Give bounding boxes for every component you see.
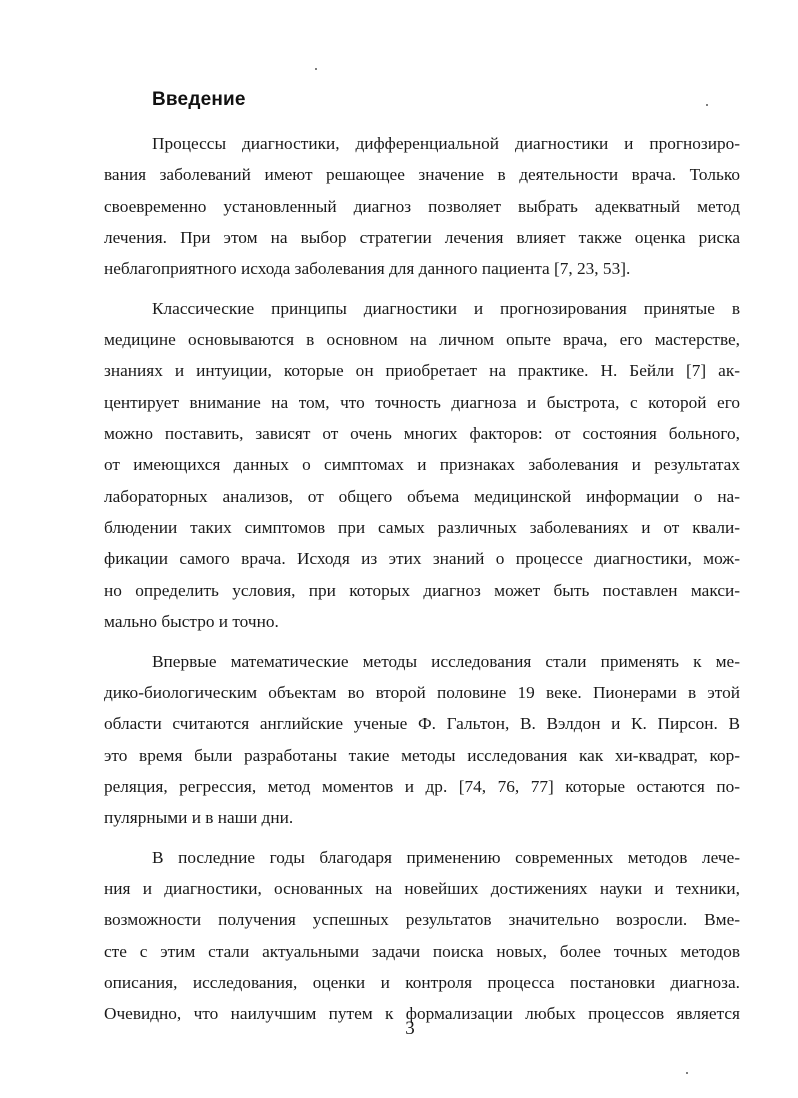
text-line: Очевидно, что наилучшим путем к формализации любых процессов является [104,1004,740,1024]
paragraph-4 [104,842,740,1030]
text-line: возможности получения успешных результатов значительно возросли. Вме- [104,910,740,930]
paragraph-1 [104,128,740,285]
text-line: своевременно установленный диагноз позволяет выбрать адекватный метод [104,196,740,216]
text-line: мально быстро и точно. [104,612,279,632]
scan-speck [706,104,708,106]
text-line: В последние годы благодаря применению современных методов лече- [152,847,740,867]
text-line: блюдении таких симптомов при самых различных заболеваниях и от квали- [104,518,740,538]
text-line: сте с этим стали актуальными задачи поиска новых, более точных методов [104,941,740,961]
text-line: от имеющихся данных о симптомах и признаках заболевания и результатах [104,455,740,475]
body-text [104,128,740,1038]
text-line: знаниях и интуиции, которые он приобретает на практике. Н. Бейли [7] ак- [104,361,740,381]
text-line: пулярными и в наши дни. [104,808,294,828]
text-line: фикации самого врача. Исходя из этих знаний о процессе диагностики, мож- [104,549,740,569]
text-line: Классические принципы диагностики и прогнозирования принятые в [152,298,740,318]
paragraph-3 [104,646,740,834]
scan-speck [315,68,317,70]
text-line: вания заболеваний имеют решающее значение в деятельности врача. Только [104,165,740,185]
text-line: Впервые математические методы исследования стали применять к ме- [152,651,740,671]
text-line: центирует внимание на том, что точность диагноза и быстрота, с которой его [104,392,740,412]
text-line: это время были разработаны такие методы исследования как хи-квадрат, кор- [104,745,740,765]
text-line: можно поставить, зависят от очень многих факторов: от состояния больного, [104,424,740,444]
section-heading: Введение [152,89,246,110]
text-line: Процессы диагностики, дифференциальной диагностики и прогнозиро- [152,134,740,153]
text-line: дико-биологическим объектам во второй половине 19 веке. Пионерами в этой [104,682,740,702]
text-line: медицине основываются в основном на личном опыте врача, его мастерстве, [104,330,740,350]
text-line: описания, исследования, оценки и контроля процесса постановки диагноза. [104,972,740,992]
text-line: ния и диагностики, основанных на новейших достижениях науки и техники, [104,878,740,898]
text-line: области считаются английские ученые Ф. Гальтон, В. Вэлдон и К. Пирсон. В [104,714,740,734]
scan-speck [686,1072,688,1074]
paragraph-2 [104,293,740,638]
text-line: реляция, регрессия, метод моментов и др. [74, 76, 77] которые остаются по- [104,776,740,796]
page-number: 3 [405,1018,415,1039]
text-line: лечения. При этом на выбор стратегии лечения влияет также оценка риска [104,228,740,248]
text-line: лабораторных анализов, от общего объема медицинской информации о на- [104,486,740,506]
text-line: неблагоприятного исхода заболевания для данного пациента [7, 23, 53]. [104,259,631,279]
text-line: но определить условия, при которых диагноз может быть поставлен макси- [104,580,740,600]
